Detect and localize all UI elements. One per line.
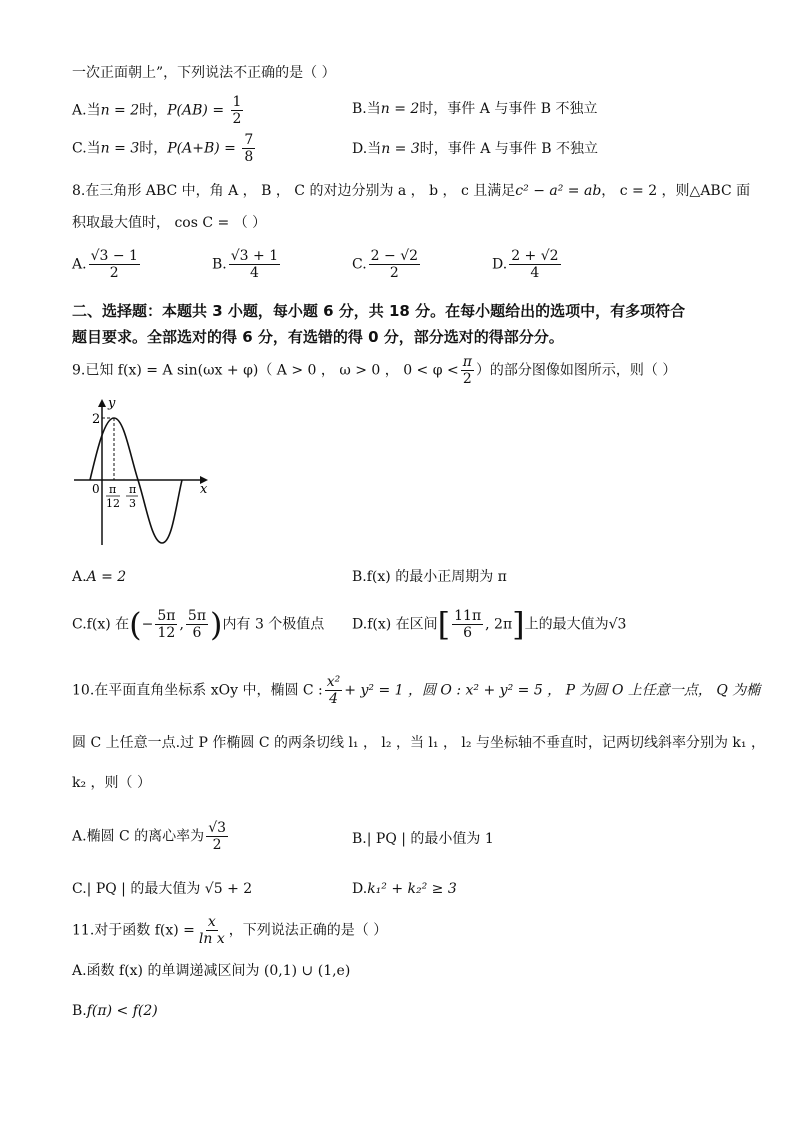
q7-option-b: B.当n = 2时，事件 A 与事件 B 不独立 (352, 101, 598, 117)
q9-sine-graph (72, 395, 212, 555)
tick1-num: π (109, 483, 117, 496)
q7-option-a: A.当n = 2时，P(AB) = $\frac{1}{2}$ (72, 94, 242, 127)
q10-option-b: B.| PQ | 的最小值为 1 (352, 831, 494, 847)
q9-option-b: B.f(x) 的最小正周期为 π (352, 569, 507, 585)
q10-stem-line3: k₂ ，则（ ） (72, 775, 151, 791)
section2-heading-line2: 题目要求。全部选对的得 6 分，有选错的得 0 分，部分选对的得部分分。 (72, 328, 564, 346)
q7-stem: 一次正面朝上”，下列说法不正确的是（ ） (72, 65, 336, 81)
q9-option-a: A.A = 2 (72, 569, 127, 585)
q10-option-a: A.椭圆 C 的离心率为 $\frac{√3}{2}$ (72, 820, 227, 853)
origin-label: 0 (92, 482, 100, 496)
q10-stem-line2: 圆 C 上任意一点.过 P 作椭圆 C 的两条切线 l₁ ， l₂ ，当 l₁ ， l₂ 与坐标轴不垂直时，记两切线斜率分别为 k₁ ， (72, 735, 765, 751)
tick2-den: 3 (129, 497, 136, 510)
max-label: 2 (92, 412, 101, 427)
q8-option-b: B. $\frac{√3 + 1}{4}$ (212, 248, 279, 281)
q9-option-d: D.f(x) 在区间[ $\frac{11\pi}{6}$ , 2π]上的最大值为√3 (352, 605, 627, 644)
x-label: x (200, 482, 208, 497)
tick1-den: 12 (106, 497, 120, 510)
q11-option-b: B.f(π) < f(2) (72, 1003, 158, 1019)
q9-option-c: C.f(x) 在(− $\frac{5\pi}{12}$ , $\frac{5\pi}{6}$ )内有 3 个极值点 (72, 605, 325, 644)
q9-stem: 9.已知 f(x) = A sin(ωx + φ)（ A > 0 ， ω > 0 ， 0 < φ < $\frac{\pi}{2}$ ）的部分图像如图所示，则（ ） (72, 354, 677, 387)
q8-stem-line2: 积取最大值时， cos C = （ ） (72, 215, 267, 231)
q11-stem: 11.对于函数 f(x) = $\frac{x}{\text{ln x}}$ ，下列说法正确的是（ ） (72, 914, 388, 947)
q8-option-d: D. $\frac{2 + √2}{4}$ (492, 248, 559, 281)
q7-option-c: C.当n = 3时，P(A+B) = $\frac{7}{8}$ (72, 132, 254, 165)
q11-option-a: A.函数 f(x) 的单调递减区间为 (0,1) ∪ (1,e) (72, 963, 351, 979)
q7-option-d: D.当n = 3时，事件 A 与事件 B 不独立 (352, 141, 598, 157)
q8-option-a: A. $\frac{√3 - 1}{2}$ (72, 248, 138, 281)
q10-option-c: C.| PQ | 的最大值为 √5 + 2 (72, 881, 253, 897)
q10-option-d: D.k₁² + k₂² ≥ 3 (352, 881, 457, 897)
section2-heading-line1: 二、选择题：本题共 3 小题，每小题 6 分，共 18 分。在每小题给出的选项中，有多项符合 (72, 302, 686, 320)
y-label: y (108, 396, 116, 411)
tick2-num: π (129, 483, 137, 496)
y-axis-arrow (98, 399, 106, 407)
q8-stem-line1: 8.在三角形 ABC 中，角 A ， B ， C 的对边分别为 a ， b ， c 且满足c² − a² = ab， c = 2 ，则△ABC 面 (72, 183, 751, 199)
q10-stem-line1: 10.在平面直角坐标系 xOy 中，椭圆 C : $\frac{\text{x²}}{4}$ + y² = 1 ，圆 O : x² + y² = 5 ， P 为圆 O 上任意一点， Q 为椭 (72, 674, 761, 707)
q8-option-c: C. $\frac{2 - √2}{2}$ (352, 248, 419, 281)
